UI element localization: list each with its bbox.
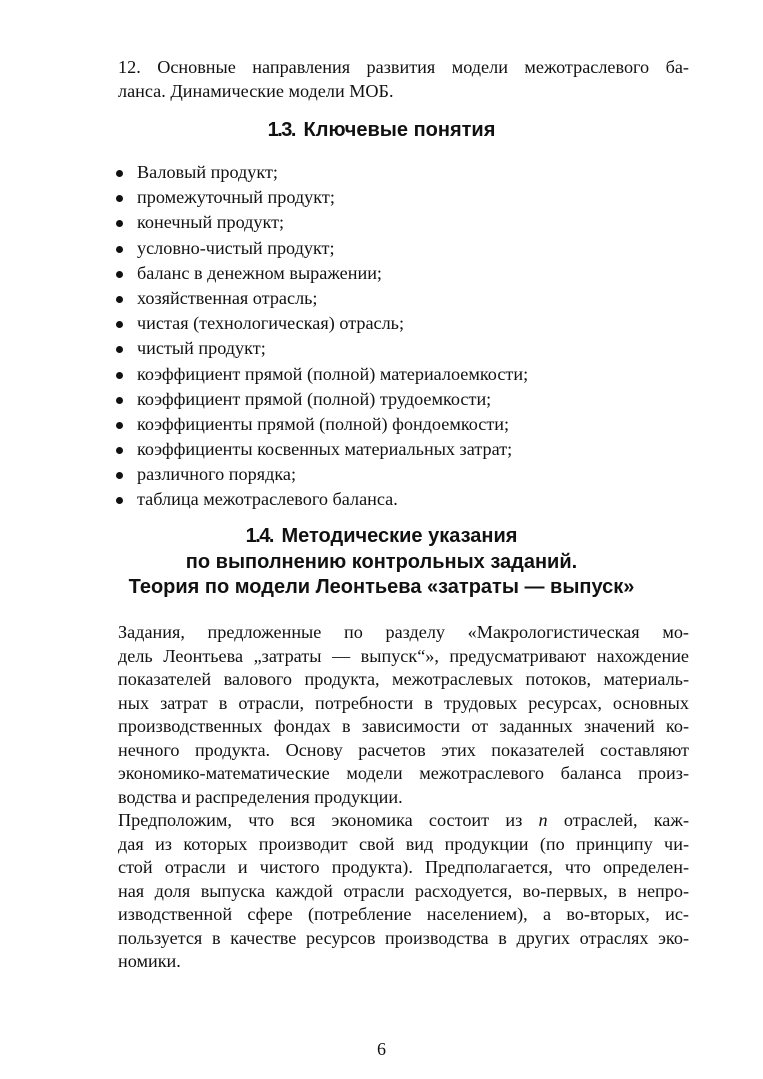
paragraph-line: пользуется в качестве ресурсов производства в других отраслях эко-	[118, 927, 689, 948]
paragraph-line: дая из которых производит свой вид продукции (по принципу чи-	[118, 833, 689, 854]
intro-paragraph	[75, 56, 689, 103]
bullet-icon	[116, 296, 123, 303]
paragraph-text: отраслей, каж-	[547, 810, 690, 830]
section-number: 1.3.	[267, 119, 295, 141]
list-item-text: таблица межотраслевого баланса.	[137, 489, 398, 510]
list-item-text: хозяйственная отрасль;	[137, 287, 318, 308]
paragraph-line: изводственной сфере (потребление населением), а во-вторых, ис-	[118, 904, 689, 924]
list-item	[113, 261, 673, 286]
list-item	[113, 362, 673, 387]
list-item-text: различного порядка;	[137, 464, 297, 485]
bullet-icon	[116, 321, 123, 328]
body-paragraph-1	[75, 621, 689, 809]
paragraph-line: Задания, предложенные по разделу «Макрологистическая мо-	[118, 622, 689, 642]
list-item	[113, 286, 673, 311]
list-item	[113, 437, 673, 462]
bullet-icon	[116, 397, 123, 404]
list-item	[113, 185, 673, 210]
bullet-icon	[116, 497, 123, 504]
bullet-icon	[116, 372, 123, 379]
list-item-text: Валовый продукт;	[137, 162, 278, 182]
bullet-icon	[116, 246, 123, 253]
section-title-line: по выполнению контрольных заданий.	[185, 550, 578, 573]
list-item-text: условно-чистый продукт;	[137, 237, 335, 258]
list-item-text: чистая (технологическая) отрасль;	[137, 313, 405, 334]
list-item-text: промежуточный продукт;	[137, 187, 335, 208]
paragraph-line: экономико-математические модели межотраслевого баланса произ-	[118, 763, 689, 783]
list-item-text: чистый продукт;	[137, 338, 266, 359]
list-item	[113, 160, 673, 185]
list-item-text: баланс в денежном выражении;	[137, 262, 382, 283]
bullet-icon	[116, 447, 123, 454]
section-title: Ключевые понятия	[303, 119, 496, 141]
bullet-icon	[116, 195, 123, 202]
list-item-text: коэффициенты прямой (полной) фондоемкости;	[137, 413, 510, 434]
bullet-icon	[116, 271, 123, 278]
paragraph-text: Предположим, что вся экономика состоит из	[118, 810, 539, 830]
variable-n: n	[538, 810, 548, 830]
list-item	[113, 412, 673, 437]
section-heading-1-3	[60, 117, 703, 143]
paragraph-line: нечного продукта. Основу расчетов этих показателей составляют	[118, 739, 689, 760]
bullet-icon	[116, 422, 123, 429]
paragraph-line: стой отрасли и чистого продукта). Предполагается, что определен-	[118, 857, 689, 877]
intro-line: ланса. Динамические модели МОБ.	[118, 80, 394, 101]
bullet-icon	[116, 170, 123, 177]
list-item-text: коэффициенты косвенных материальных затрат;	[137, 439, 513, 460]
section-title-part: Методические указания	[281, 525, 518, 547]
paragraph-line: показателей валового продукта, межотраслевых потоков, материаль-	[118, 669, 689, 689]
list-item	[113, 336, 673, 361]
section-title-line	[60, 524, 703, 550]
section-title-line: Теория по модели Леонтьева «затраты — выпуск»	[128, 576, 635, 598]
bullet-icon	[116, 472, 123, 479]
list-item	[113, 210, 673, 235]
list-item-text: коэффициент прямой (полной) материалоемкости;	[137, 363, 529, 384]
key-concepts-list	[113, 160, 673, 513]
list-item	[113, 236, 673, 261]
list-item	[113, 311, 673, 336]
list-item	[113, 487, 673, 512]
paragraph-line: ных затрат в отрасли, потребности в трудовых ресурсах, основных	[118, 692, 689, 713]
paragraph-line	[75, 809, 689, 833]
page-number: 6	[377, 1039, 386, 1059]
bullet-icon	[116, 220, 123, 227]
list-item-text: коэффициент прямой (полной) трудоемкости;	[137, 388, 492, 409]
list-item	[113, 387, 673, 412]
section-number: 1.4.	[245, 525, 273, 547]
intro-line: 12. Основные направления развития модели межотраслевого ба-	[118, 57, 689, 77]
bullet-icon	[116, 346, 123, 353]
list-item-text: конечный продукт;	[137, 212, 285, 233]
paragraph-line: дель Леонтьева „затраты — выпуск“», предусматривают нахождение	[118, 645, 689, 666]
body-paragraph-2	[75, 809, 689, 974]
paragraph-line: производственных фондах в зависимости от заданных значений ко-	[118, 716, 689, 736]
paragraph-line: номики.	[118, 951, 181, 971]
paragraph-line: водства и распределения продукции.	[118, 786, 403, 807]
paragraph-line: ная доля выпуска каждой отрасли расходуется, во-первых, в непро-	[118, 880, 689, 901]
list-item	[113, 462, 673, 487]
section-heading-1-4	[60, 524, 703, 601]
